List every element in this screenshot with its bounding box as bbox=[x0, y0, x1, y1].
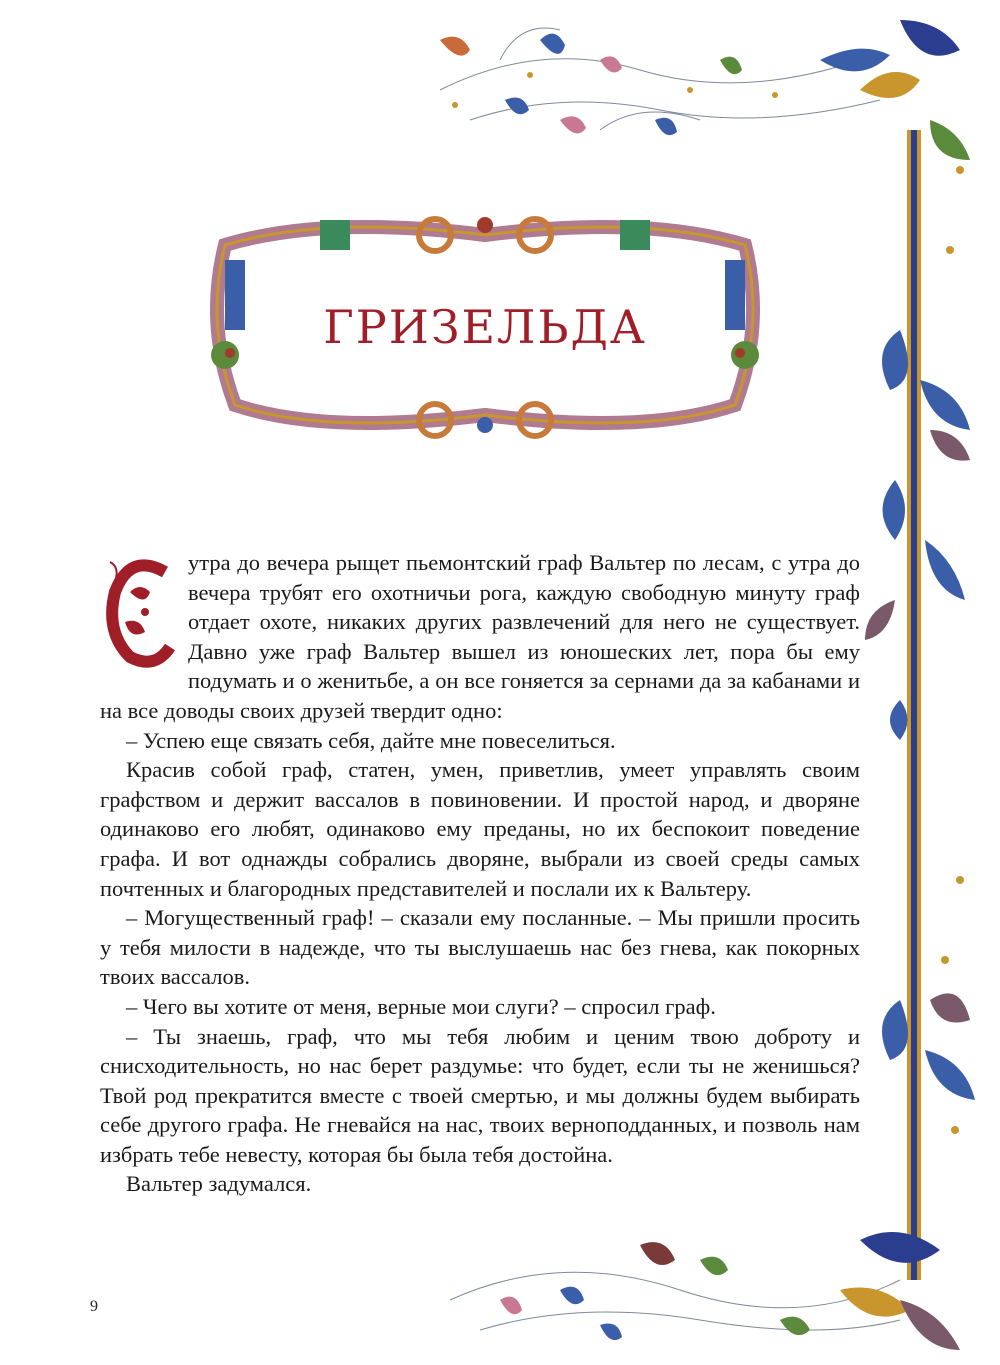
paragraph: – Чего вы хотите от меня, верные мои слуги? – спросил граф. bbox=[126, 993, 716, 1019]
dropcap-ornament bbox=[100, 552, 180, 670]
paragraph: – Успею еще связать себя, дайте мне повеселиться. bbox=[126, 727, 616, 753]
paragraph: Вальтер задумался. bbox=[126, 1171, 312, 1197]
paragraph: Красив собой граф, статен, умен, приветлив, умеет управлять своим графством и держит вассалов в повиновении. И простой народ, и дворяне одинаково его любят, одинаково ему преданы, но их беспокоит поведение графа. И вот однажды собрались дворяне, выбрали из своей среды самых почтенных и благородных представителей и послали их к Вальтеру. bbox=[100, 757, 860, 901]
paragraph-text: утра до вечера рыщет пьемонтский граф Вальтер по лесам, с утра до вечера трубят его охотничьи рога, каждую свободную минуту граф отдает охоте, никаких других развлечений для него не существует. Давно уже граф Вальтер вышел из юношеских лет, пора бы ему подумать и о женитьбе, а он все гоняется за сернами да за кабанами и на все доводы своих друзей твердит одно: bbox=[100, 550, 860, 723]
body-text bbox=[100, 548, 860, 1199]
page-number: 9 bbox=[90, 1298, 98, 1315]
paragraph: – Ты знаешь, граф, что мы тебя любим и ценим твою доброту и снисходительность, но нас берет раздумье: что будет, если ты не женишься? Твой род прекратится вместе с твоей смертью, и мы должны будем выбирать себе другого графа. Не гневайся на нас, твоих верноподданных, и позволь нам избрать тебе невесту, которая бы была тебя достойна. bbox=[100, 1023, 860, 1167]
page-title: ГРИЗЕЛЬДА bbox=[323, 300, 647, 354]
paragraph: – Могущественный граф! – сказали ему посланные. – Мы пришли просить у тебя милости в надежде, что ты выслушаешь нас без гнева, как покорных твоих вассалов. bbox=[100, 905, 860, 990]
paragraph bbox=[100, 548, 860, 726]
